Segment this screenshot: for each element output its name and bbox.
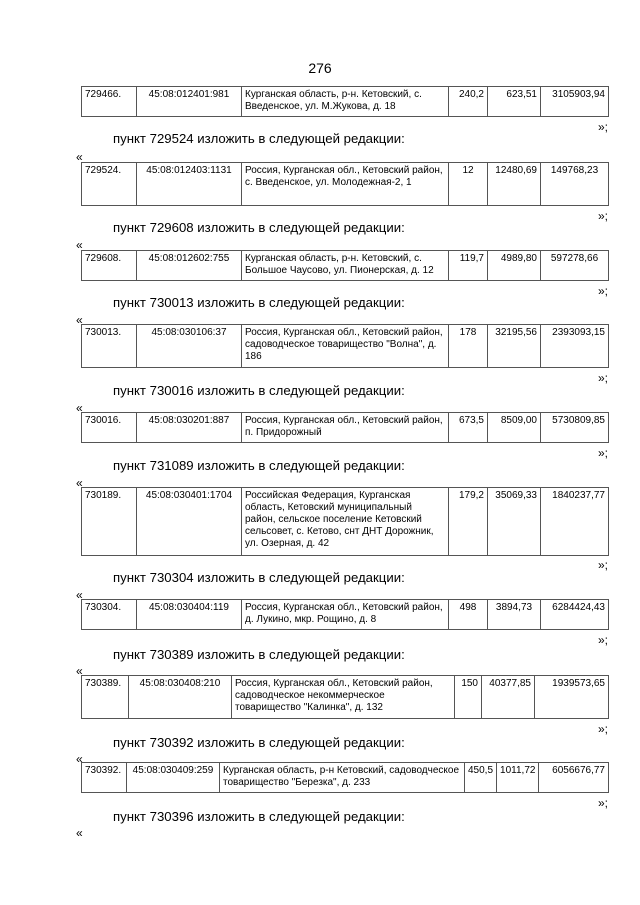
record-table-730013 bbox=[81, 324, 609, 368]
item-heading: пункт 729608 изложить в следующей редакции: bbox=[113, 220, 405, 235]
opening-quote: « bbox=[76, 826, 83, 840]
address-cell: Россия, Курганская обл., Кетовский район, п. Придорожный bbox=[242, 413, 449, 443]
value-cell: 149768,23 bbox=[541, 163, 609, 206]
record-table-730304 bbox=[81, 599, 609, 630]
area-cell: 119,7 bbox=[449, 251, 488, 281]
page-number: 276 bbox=[308, 60, 332, 76]
record-table-729608 bbox=[81, 250, 609, 281]
opening-quote: « bbox=[76, 752, 83, 766]
record-number: 729608. bbox=[82, 251, 137, 281]
cadastral-number: 45:08:012403:1131 bbox=[137, 163, 242, 206]
opening-quote: « bbox=[76, 313, 83, 327]
opening-quote: « bbox=[76, 150, 83, 164]
rate-cell: 4989,80 bbox=[488, 251, 541, 281]
closing-quote: »; bbox=[597, 722, 608, 736]
record-number: 730013. bbox=[82, 325, 137, 368]
opening-quote: « bbox=[76, 476, 83, 490]
rate-cell: 8509,00 bbox=[488, 413, 541, 443]
record-table-730016 bbox=[81, 412, 609, 443]
area-cell: 178 bbox=[449, 325, 488, 368]
area-cell: 498 bbox=[449, 600, 488, 630]
record-number: 730016. bbox=[82, 413, 137, 443]
rate-cell: 32195,56 bbox=[488, 325, 541, 368]
area-cell: 450,5 bbox=[465, 763, 497, 793]
cadastral-number: 45:08:012401:981 bbox=[137, 87, 242, 117]
closing-quote: »; bbox=[597, 371, 608, 385]
record-table-729466 bbox=[81, 86, 609, 117]
cadastral-number: 45:08:030201:887 bbox=[137, 413, 242, 443]
record-table-730392 bbox=[81, 762, 609, 793]
record-table-730389 bbox=[81, 675, 609, 719]
record-number: 730392. bbox=[82, 763, 127, 793]
area-cell: 12 bbox=[449, 163, 488, 206]
closing-quote: »; bbox=[597, 558, 608, 572]
cadastral-number: 45:08:012602:755 bbox=[137, 251, 242, 281]
closing-quote: »; bbox=[597, 446, 608, 460]
closing-quote: »; bbox=[597, 284, 608, 298]
rate-cell: 3894,73 bbox=[488, 600, 541, 630]
item-heading: пункт 730396 изложить в следующей редакции: bbox=[113, 809, 405, 824]
record-table-730189 bbox=[81, 487, 609, 556]
value-cell: 1840237,77 bbox=[541, 488, 609, 556]
address-cell: Россия, Курганская обл., Кетовский район, садоводческое некоммерческое товарищество "Калинка", д. 132 bbox=[232, 676, 455, 719]
address-cell: Россия, Курганская обл., Кетовский район, с. Введенское, ул. Молодежная-2, 1 bbox=[242, 163, 449, 206]
cadastral-number: 45:08:030408:210 bbox=[129, 676, 232, 719]
item-heading: пункт 730389 изложить в следующей редакции: bbox=[113, 647, 405, 662]
value-cell: 3105903,94 bbox=[541, 87, 609, 117]
cadastral-number: 45:08:030401:1704 bbox=[137, 488, 242, 556]
value-cell: 6056676,77 bbox=[539, 763, 609, 793]
closing-quote: »; bbox=[597, 796, 608, 810]
record-number: 730189. bbox=[82, 488, 137, 556]
value-cell: 1939573,65 bbox=[535, 676, 609, 719]
rate-cell: 12480,69 bbox=[488, 163, 541, 206]
area-cell: 240,2 bbox=[449, 87, 488, 117]
value-cell: 6284424,43 bbox=[541, 600, 609, 630]
record-number: 730389. bbox=[82, 676, 129, 719]
rate-cell: 1011,72 bbox=[497, 763, 539, 793]
record-number: 729524. bbox=[82, 163, 137, 206]
value-cell: 597278,66 bbox=[541, 251, 609, 281]
record-table-729524 bbox=[81, 162, 609, 206]
area-cell: 150 bbox=[455, 676, 482, 719]
address-cell: Курганская область, р-н. Кетовский, с. Введенское, ул. М.Жукова, д. 18 bbox=[242, 87, 449, 117]
closing-quote: »; bbox=[597, 120, 608, 134]
closing-quote: »; bbox=[597, 633, 608, 647]
area-cell: 673,5 bbox=[449, 413, 488, 443]
address-cell: Россия, Курганская обл., Кетовский район, садоводческое товарищество "Волна", д. 186 bbox=[242, 325, 449, 368]
item-heading: пункт 730304 изложить в следующей редакции: bbox=[113, 570, 405, 585]
address-cell: Курганская область, р-н Кетовский, садоводческое товарищество "Березка", д. 233 bbox=[220, 763, 465, 793]
cadastral-number: 45:08:030106:37 bbox=[137, 325, 242, 368]
value-cell: 2393093,15 bbox=[541, 325, 609, 368]
item-heading: пункт 730013 изложить в следующей редакции: bbox=[113, 295, 405, 310]
opening-quote: « bbox=[76, 401, 83, 415]
address-cell: Курганская область, р-н. Кетовский, с. Большое Чаусово, ул. Пионерская, д. 12 bbox=[242, 251, 449, 281]
item-heading: пункт 730016 изложить в следующей редакции: bbox=[113, 383, 405, 398]
item-heading: пункт 729524 изложить в следующей редакции: bbox=[113, 131, 405, 146]
cadastral-number: 45:08:030404:119 bbox=[137, 600, 242, 630]
record-number: 730304. bbox=[82, 600, 137, 630]
address-cell: Россия, Курганская обл., Кетовский район, д. Лукино, мкр. Рощино, д. 8 bbox=[242, 600, 449, 630]
opening-quote: « bbox=[76, 588, 83, 602]
rate-cell: 623,51 bbox=[488, 87, 541, 117]
rate-cell: 40377,85 bbox=[482, 676, 535, 719]
item-heading: пункт 730392 изложить в следующей редакции: bbox=[113, 735, 405, 750]
opening-quote: « bbox=[76, 664, 83, 678]
item-heading: пункт 731089 изложить в следующей редакции: bbox=[113, 458, 405, 473]
rate-cell: 35069,33 bbox=[488, 488, 541, 556]
opening-quote: « bbox=[76, 238, 83, 252]
address-cell: Российская Федерация, Курганская область, Кетовский муниципальный район, сельское поселение Кетовский сельсовет, с. Кетово, снт ДНТ Дорожник, ул. Озерная, д. 42 bbox=[242, 488, 449, 556]
value-cell: 5730809,85 bbox=[541, 413, 609, 443]
closing-quote: »; bbox=[597, 209, 608, 223]
cadastral-number: 45:08:030409:259 bbox=[127, 763, 220, 793]
record-number: 729466. bbox=[82, 87, 137, 117]
area-cell: 179,2 bbox=[449, 488, 488, 556]
